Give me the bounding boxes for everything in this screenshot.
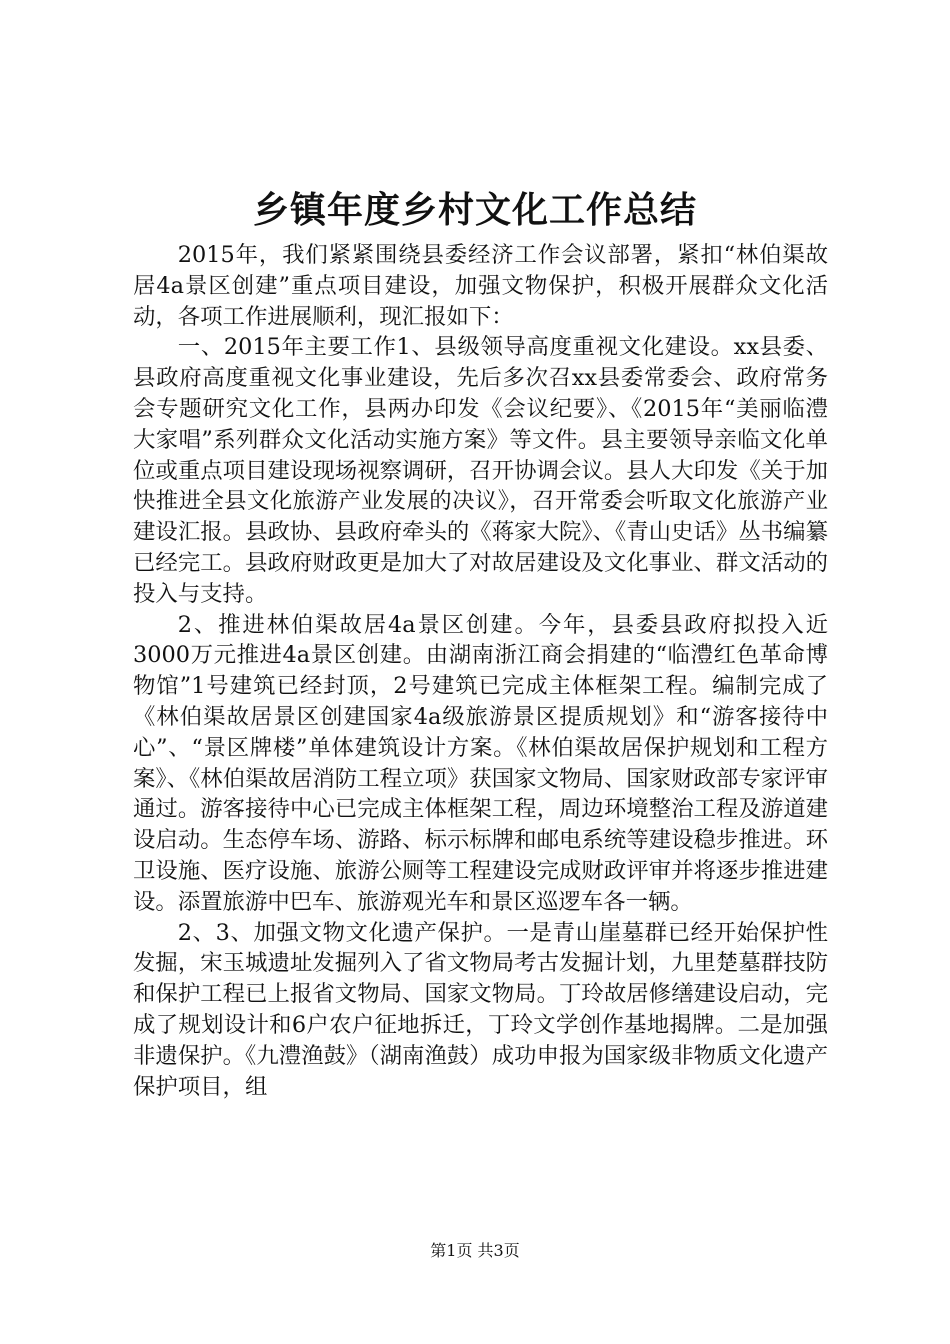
paragraph-intro: 2015年，我们紧紧围绕县委经济工作会议部署，紧扣“林伯渠故居4a景区创建”重点项目建设，加强文物保护，积极开展群众文化活动，各项工作进展顺利，现汇报如下：: [133, 242, 828, 330]
page-number-footer: 第1页 共3页: [430, 1241, 520, 1260]
document-title: 乡镇年度乡村文化工作总结: [252, 189, 697, 231]
document-body: [133, 240, 828, 1102]
paragraph-section-2: 2、推进林伯渠故居4a景区创建。今年，县委县政府拟投入近3000万元推进4a景区创建。由湖南浙江商会捐建的“临澧红色革命博物馆”1号建筑已经封顶，2号建筑已完成主体框架工程。编制完成了《林伯渠故居景区创建国家4a级旅游景区提质规划》和“游客接待中心”、“景区牌楼”单体建筑设计方案。《林伯渠故居保护规划和工程方案》、《林伯渠故居消防工程立项》获国家文物局、国家财政部专家评审通过。游客接待中心已完成主体框架工程，周边环境整治工程及游道建设启动。生态停车场、游路、标示标牌和邮电系统等建设稳步推进。环卫设施、医疗设施、旅游公厕等工程建设完成财政评审并将逐步推进建设。添置旅游中巴车、旅游观光车和景区巡逻车各一辆。: [133, 611, 828, 915]
paragraph-section-1: 一、2015年主要工作1、县级领导高度重视文化建设。xx县委、县政府高度重视文化事业建设，先后多次召xx县委常委会、政府常务会专题研究文化工作，县两办印发《会议纪要》、《2015年“美丽临澧大家唱”系列群众文化活动实施方案》等文件。县主要领导亲临文化单位或重点项目建设现场视察调研，召开协调会议。县人大印发《关于加快推进全县文化旅游产业发展的决议》，召开常委会听取文化旅游产业建设汇报。县政协、县政府牵头的《蒋家大院》、《青山史话》丛书编纂已经完工。县政府财政更是加大了对故居建设及文化事业、群文活动的投入与支持。: [133, 334, 828, 607]
paragraph-section-3: 2、3、加强文物文化遗产保护。一是青山崖墓群已经开始保护性发掘，宋玉城遗址发掘列入了省文物局考古发掘计划，九里楚墓群技防和保护工程已上报省文物局、国家文物局。丁玲故居修缮建设启动，完成了规划设计和6户农户征地拆迁，丁玲文学创作基地揭牌。二是加强非遗保护。《九澧渔鼓》（湖南渔鼓）成功申报为国家级非物质文化遗产保护项目，组: [133, 919, 828, 1100]
